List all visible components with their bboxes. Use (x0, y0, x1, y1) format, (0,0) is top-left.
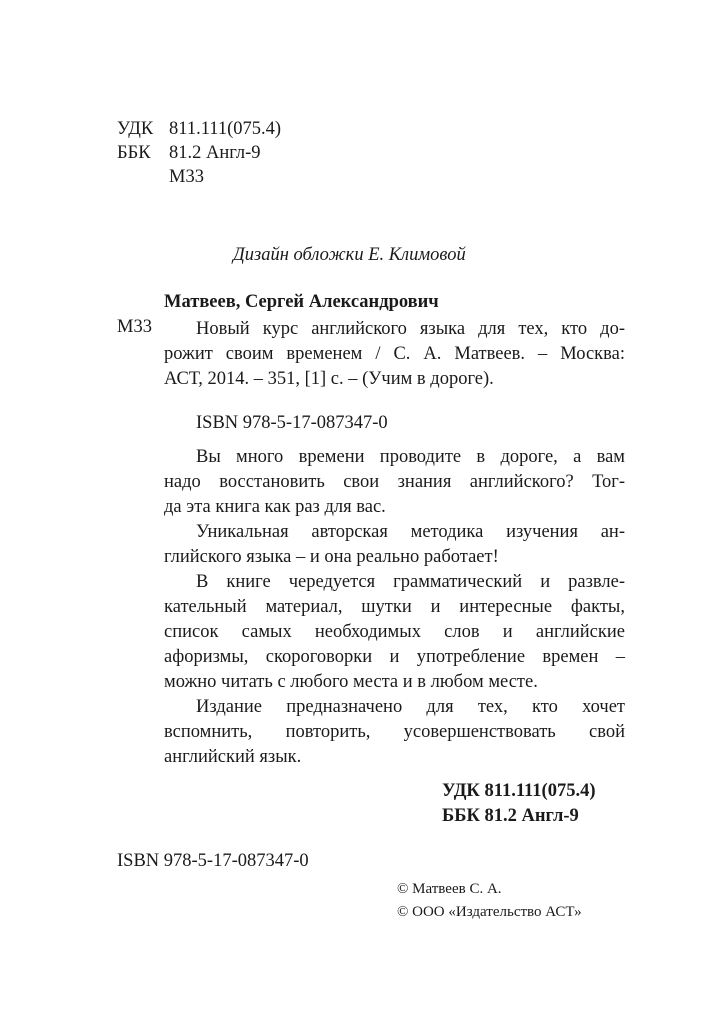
author-mark-row (117, 165, 281, 189)
isbn-inline: ISBN 978-5-17-087347-0 (196, 413, 388, 433)
annotation-line: вспомнить, повторить, усовершенствовать свой (164, 722, 625, 742)
bbk-value: 81.2 Англ-9 (169, 143, 261, 163)
copyright-block (397, 878, 582, 924)
annotation-line: список самых необходимых слов и английские (164, 622, 625, 642)
biblio-line: АСТ, 2014. – 351, [1] с. – (Учим в дороге). (164, 369, 494, 389)
annotation-line: можно читать с любого места и в любом месте. (164, 672, 538, 692)
author-mark-left: М33 (117, 317, 152, 337)
udk-bottom: УДК 811.111(075.4) (442, 781, 596, 801)
udk-value: 811.111(075.4) (169, 119, 282, 139)
annotation-line: афоризмы, скороговорки и употребление времен – (164, 647, 625, 667)
bbk-row (117, 141, 281, 165)
biblio-line: Новый курс английского языка для тех, кто до- (196, 319, 625, 339)
classification-bottom (442, 779, 595, 829)
copyright-author: © Матвеев С. А. (397, 881, 502, 897)
annotation-line: английский язык. (164, 747, 302, 767)
copyright-publisher: © ООО «Издательство АСТ» (397, 904, 582, 920)
classification-top (117, 117, 281, 189)
isbn-bottom: ISBN 978-5-17-087347-0 (117, 851, 309, 871)
annotation-line: да эта книга как раз для вас. (164, 497, 386, 517)
annotation-line: Вы много времени проводите в дороге, а вам (196, 447, 625, 467)
bbk-bottom: ББК 81.2 Англ-9 (442, 806, 579, 826)
author-heading: Матвеев, Сергей Александрович (164, 292, 439, 312)
annotation-line: Издание предназначено для тех, кто хочет (196, 697, 625, 717)
udk-row (117, 117, 281, 141)
annotation-line: В книге чередуется грамматический и развле- (196, 572, 625, 592)
biblio-line: рожит своим временем / С. А. Матвеев. – Москва: (164, 344, 625, 364)
annotation-line: кательный материал, шутки и интересные факты, (164, 597, 625, 617)
annotation-line: глийского языка – и она реально работает! (164, 547, 499, 567)
bibliographic-description (164, 317, 625, 392)
bbk-label: ББК (117, 143, 151, 163)
annotation-line: надо восстановить свои знания английского? Тог- (164, 472, 625, 492)
annotation (164, 445, 625, 770)
udk-label: УДК (117, 119, 154, 139)
spacer (117, 165, 169, 189)
annotation-line: Уникальная авторская методика изучения ан- (196, 522, 625, 542)
author-mark: М33 (169, 167, 204, 187)
cover-design-credit: Дизайн обложки Е. Климовой (233, 245, 466, 265)
